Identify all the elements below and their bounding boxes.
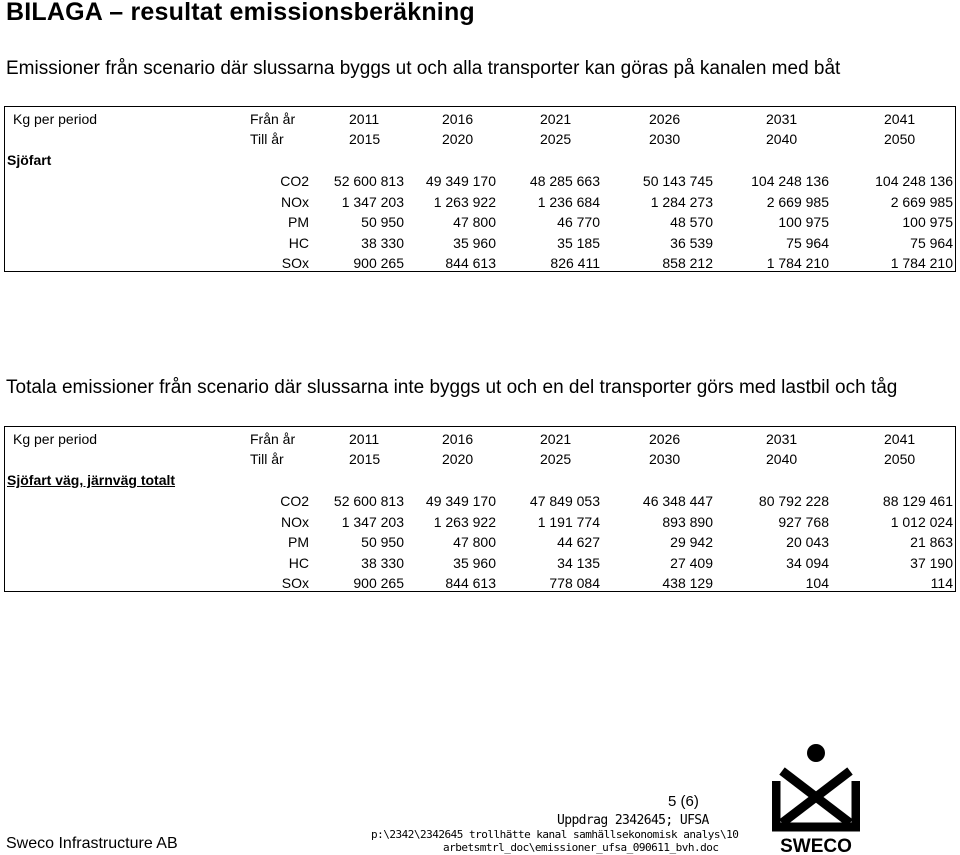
- value-cell: 826 411: [550, 255, 600, 271]
- from-year-label: Från år: [250, 431, 296, 447]
- assignment-number: Uppdrag 2342645; UFSA: [557, 813, 709, 828]
- to-year: 2030: [649, 451, 681, 467]
- from-year: 2026: [649, 431, 681, 447]
- value-cell: 2 669 985: [766, 193, 829, 210]
- sweco-logo: [772, 741, 860, 855]
- from-year: 2021: [540, 431, 572, 447]
- value-cell: 46 770: [557, 214, 600, 230]
- value-cell: 1 236 684: [537, 193, 600, 210]
- value-cell: 50 143 745: [642, 173, 713, 189]
- from-year: 2031: [766, 431, 798, 447]
- value-cell: 75 964: [786, 234, 829, 251]
- from-year: 2026: [649, 111, 681, 127]
- value-cell: 927 768: [778, 513, 829, 530]
- value-cell: 49 349 170: [425, 173, 496, 189]
- value-cell: 36 539: [670, 234, 713, 251]
- value-cell: 80 792 228: [758, 493, 829, 509]
- file-path-line-2: arbetsmtrl_doc\emissioner_ufsa_090611_bvh.doc: [443, 841, 719, 854]
- file-path-line-1: p:\2342\2342645 trollhätte kanal samhällsekonomisk analys\10: [371, 828, 739, 841]
- value-cell: 48 570: [670, 214, 713, 230]
- from-year: 2016: [442, 431, 474, 447]
- to-year: 2050: [884, 451, 916, 467]
- value-cell: 50 950: [361, 214, 404, 230]
- page-title: BILAGA – resultat emissionsberäkning: [6, 0, 475, 26]
- value-cell: 1 347 203: [341, 193, 404, 210]
- pollutant-label: CO2: [280, 173, 309, 189]
- from-year: 2011: [349, 431, 380, 447]
- pollutant-label: CO2: [280, 493, 309, 509]
- value-cell: 114: [930, 575, 953, 591]
- pollutant-label: HC: [288, 554, 309, 571]
- emissions-table-scenario-1: [4, 106, 956, 272]
- value-cell: 29 942: [670, 534, 713, 550]
- value-cell: 48 285 663: [529, 173, 600, 189]
- value-cell: 1 263 922: [433, 513, 496, 530]
- to-year: 2040: [766, 131, 798, 147]
- period-label: Kg per period: [13, 111, 98, 127]
- value-cell: 900 265: [353, 575, 404, 591]
- from-year: 2041: [884, 431, 916, 447]
- value-cell: 52 600 813: [333, 173, 404, 189]
- value-cell: 104 248 136: [751, 173, 829, 189]
- value-cell: 100 975: [902, 214, 953, 230]
- value-cell: 21 863: [910, 534, 953, 550]
- category-row: [5, 470, 955, 490]
- value-cell: 27 409: [670, 554, 713, 571]
- to-year-label: Till år: [250, 131, 284, 147]
- pollutant-label: NOx: [281, 513, 309, 530]
- header-row-to: [5, 129, 955, 149]
- table-row: [5, 192, 955, 212]
- value-cell: 1 784 210: [766, 255, 829, 271]
- to-year: 2025: [540, 131, 572, 147]
- value-cell: 35 960: [453, 234, 496, 251]
- pollutant-label: HC: [288, 234, 309, 251]
- pollutant-label: NOx: [281, 193, 309, 210]
- pollutant-label: PM: [288, 534, 309, 550]
- emissions-table-scenario-2: [4, 426, 956, 592]
- pollutant-label: SOx: [281, 575, 309, 591]
- value-cell: 46 348 447: [642, 493, 713, 509]
- logo-text: SWECO: [780, 836, 852, 855]
- from-year: 2011: [349, 111, 380, 127]
- category-label: Sjöfart väg, järnväg totalt: [7, 472, 176, 488]
- value-cell: 34 094: [786, 554, 829, 571]
- value-cell: 44 627: [557, 534, 600, 550]
- from-year: 2016: [442, 111, 474, 127]
- value-cell: 20 043: [786, 534, 829, 550]
- to-year: 2020: [442, 451, 474, 467]
- logo-x-mark: [776, 771, 856, 827]
- page-number: 5 (6): [668, 793, 699, 810]
- value-cell: 34 135: [557, 554, 600, 571]
- value-cell: 88 129 461: [882, 493, 953, 509]
- table-row: [5, 253, 955, 273]
- to-year: 2030: [649, 131, 681, 147]
- period-label: Kg per period: [13, 431, 98, 447]
- table-row: [5, 233, 955, 253]
- value-cell: 844 613: [445, 575, 496, 591]
- category-label: Sjöfart: [7, 152, 52, 168]
- value-cell: 1 191 774: [537, 513, 600, 530]
- value-cell: 75 964: [910, 234, 953, 251]
- value-cell: 47 800: [453, 534, 496, 550]
- value-cell: 1 784 210: [890, 255, 953, 271]
- value-cell: 893 890: [662, 513, 713, 530]
- company-name: Sweco Infrastructure AB: [6, 835, 178, 852]
- to-year: 2015: [349, 131, 381, 147]
- value-cell: 50 950: [361, 534, 404, 550]
- section1-heading: Emissioner från scenario där slussarna byggs ut och alla transporter kan göras på kanalen med båt: [6, 58, 841, 79]
- to-year: 2025: [540, 451, 572, 467]
- value-cell: 104 248 136: [875, 173, 953, 189]
- value-cell: 100 975: [778, 214, 829, 230]
- value-cell: 2 669 985: [890, 193, 953, 210]
- logo-dot: [807, 744, 825, 762]
- table-row: [5, 553, 955, 573]
- to-year-label: Till år: [250, 451, 284, 467]
- value-cell: 47 849 053: [529, 493, 600, 509]
- value-cell: 38 330: [361, 234, 404, 251]
- from-year: 2021: [540, 111, 572, 127]
- table-row: [5, 212, 955, 232]
- value-cell: 858 212: [662, 255, 713, 271]
- header-row-from: [5, 109, 955, 129]
- table-row: [5, 171, 955, 191]
- value-cell: 844 613: [445, 255, 496, 271]
- to-year: 2050: [884, 131, 916, 147]
- header-row-from: [5, 429, 955, 449]
- to-year: 2040: [766, 451, 798, 467]
- value-cell: 1 284 273: [650, 193, 713, 210]
- value-cell: 47 800: [453, 214, 496, 230]
- from-year: 2031: [766, 111, 798, 127]
- table-row: [5, 512, 955, 532]
- value-cell: 778 084: [549, 575, 600, 591]
- value-cell: 35 185: [557, 234, 600, 251]
- table-row: [5, 532, 955, 552]
- header-row-to: [5, 449, 955, 469]
- table-row: [5, 491, 955, 511]
- to-year: 2020: [442, 131, 474, 147]
- section2-heading: Totala emissioner från scenario där slussarna inte byggs ut och en del transporter görs med lastbil och tåg: [6, 377, 898, 398]
- value-cell: 438 129: [662, 575, 713, 591]
- value-cell: 52 600 813: [333, 493, 404, 509]
- value-cell: 1 012 024: [890, 513, 953, 530]
- value-cell: 1 347 203: [341, 513, 404, 530]
- value-cell: 35 960: [453, 554, 496, 571]
- pollutant-label: PM: [288, 214, 309, 230]
- value-cell: 900 265: [353, 255, 404, 271]
- to-year: 2015: [349, 451, 381, 467]
- value-cell: 49 349 170: [425, 493, 496, 509]
- from-year: 2041: [884, 111, 916, 127]
- value-cell: 38 330: [361, 554, 404, 571]
- value-cell: 37 190: [910, 554, 953, 571]
- value-cell: 1 263 922: [433, 193, 496, 210]
- value-cell: 104: [805, 575, 829, 591]
- table-row: [5, 573, 955, 593]
- pollutant-label: SOx: [281, 255, 309, 271]
- from-year-label: Från år: [250, 111, 296, 127]
- category-row: [5, 150, 955, 170]
